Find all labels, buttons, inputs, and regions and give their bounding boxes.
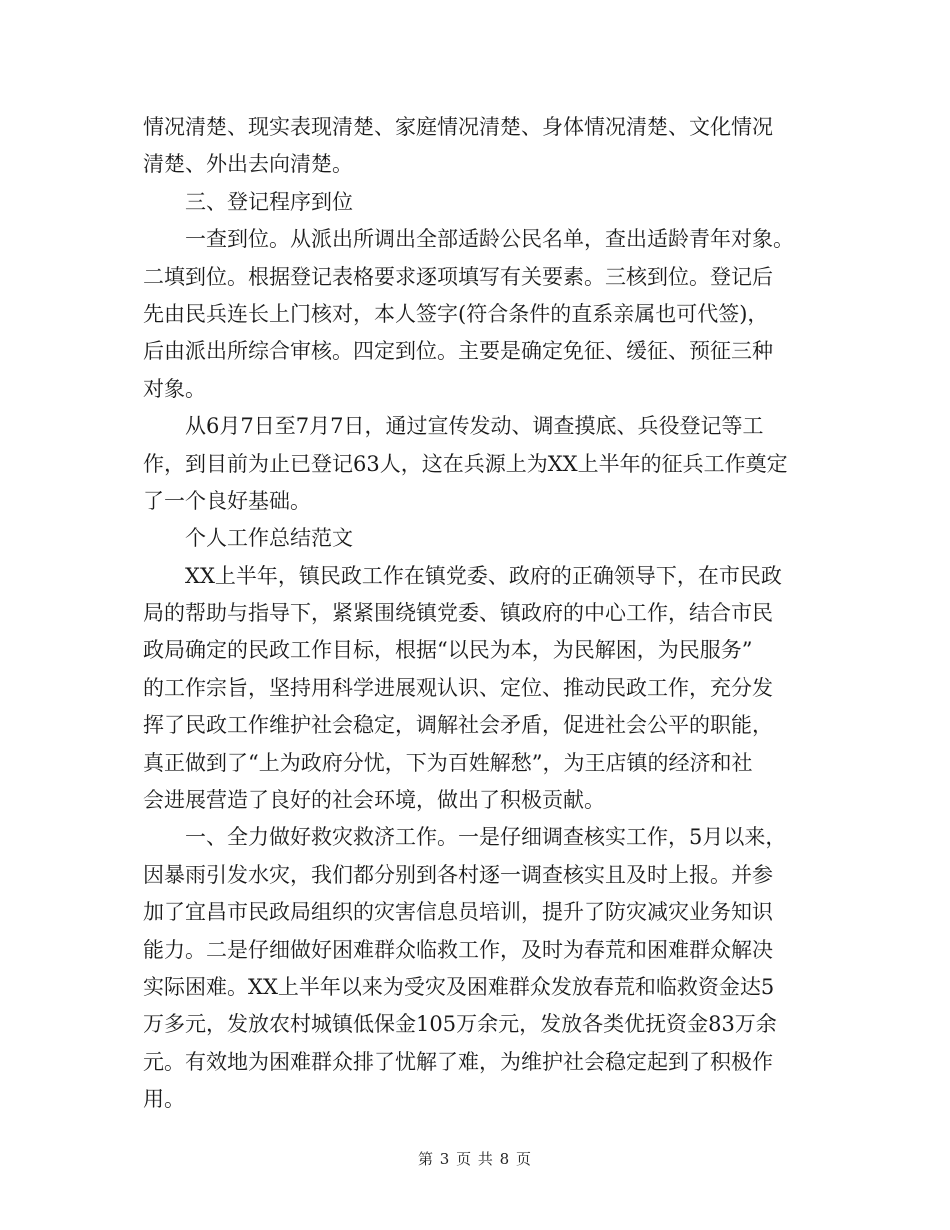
text-line: 元。有效地为困难群众排了忧解了难，为维护社会稳定起到了积极作 <box>143 1049 773 1074</box>
text-line: 加了宜昌市民政局组织的灾害信息员培训，提升了防灾减灾业务知识 <box>143 900 773 925</box>
text-line: 先由民兵连长上门核对，本人签字(符合条件的直系亲属也可代签)， <box>143 301 769 326</box>
text-line: 二填到位。根据登记表格要求逐项填写有关要素。三核到位。登记后 <box>143 264 773 289</box>
document-body <box>143 109 813 1119</box>
text-line: 政局确定的民政工作目标，根据“以民为本，为民解困，为民服务” <box>143 638 753 663</box>
text-line: 用。 <box>143 1087 185 1112</box>
text-line: 会进展营造了良好的社会环境，做出了积极贡献。 <box>143 788 605 813</box>
text-line: 因暴雨引发水灾，我们都分别到各村逐一调查核实且及时上报。并参 <box>143 862 773 887</box>
text-line: 后由派出所综合审核。四定到位。主要是确定免征、缓征、预征三种 <box>143 339 773 364</box>
text-line: 了一个良好基础。 <box>143 488 311 513</box>
text-line: 能力。二是仔细做好困难群众临救工作，及时为春荒和困难群众解决 <box>143 937 773 962</box>
text-line: 对象。 <box>143 376 206 401</box>
text-line: 局的帮助与指导下，紧紧围绕镇党委、镇政府的中心工作，结合市民 <box>143 601 773 626</box>
text-line: 作，到目前为止已登记63人，这在兵源上为XX上半年的征兵工作奠定 <box>143 451 788 476</box>
text-line: 三、登记程序到位 <box>143 189 353 214</box>
text-line: XX上半年，镇民政工作在镇党委、政府的正确领导下，在市民政 <box>143 563 782 588</box>
text-line: 个人工作总结范文 <box>143 526 353 551</box>
text-line: 情况清楚、现实表现清楚、家庭情况清楚、身体情况清楚、文化情况 <box>143 115 773 139</box>
text-line: 实际困难。XX上半年以来为受灾及困难群众发放春荒和临救资金达5 <box>143 974 775 999</box>
text-line: 一、全力做好救灾救济工作。一是仔细调查核实工作，5月以来， <box>143 825 787 850</box>
text-line: 清楚、外出去向清楚。 <box>143 152 353 177</box>
text-line: 的工作宗旨，坚持用科学进展观认识、定位、推动民政工作，充分发 <box>143 675 773 700</box>
text-line: 从6月7日至7月7日，通过宣传发动、调查摸底、兵役登记等工 <box>143 414 764 439</box>
page-footer: 第 3 页 共 8 页 <box>418 1150 532 1168</box>
text-line: 真正做到了“上为政府分忧，下为百姓解愁”，为王店镇的经济和社 <box>143 750 753 775</box>
text-line: 万多元，发放农村城镇低保金105万余元，发放各类优抚资金83万余 <box>143 1012 777 1037</box>
text-line: 一查到位。从派出所调出全部适龄公民名单，查出适龄青年对象。 <box>143 227 794 252</box>
text-line: 挥了民政工作维护社会稳定，调解社会矛盾，促进社会公平的职能， <box>143 713 773 738</box>
